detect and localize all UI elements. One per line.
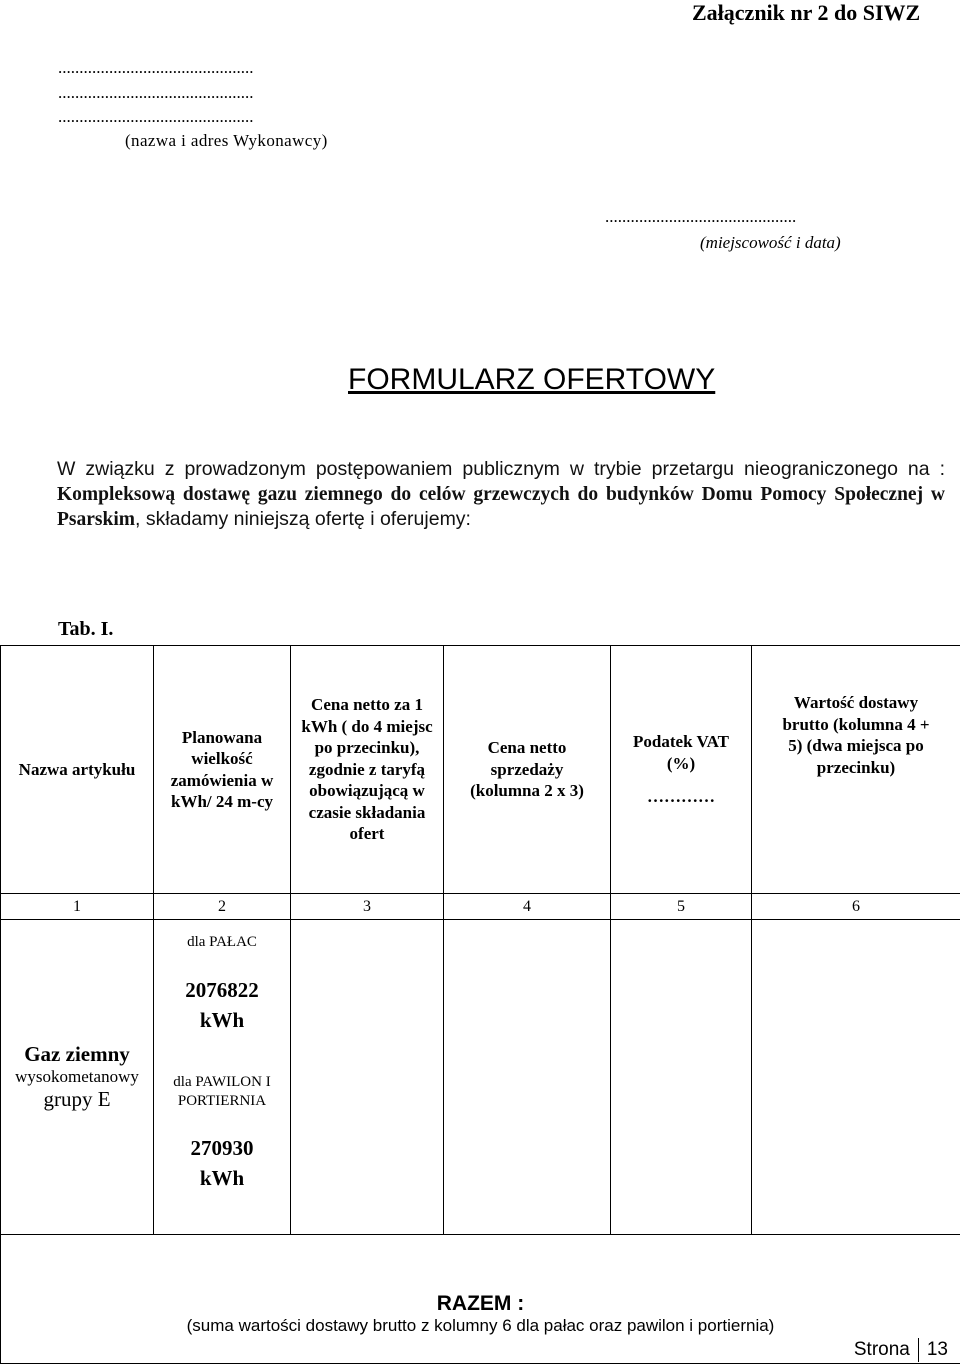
page-footer xyxy=(854,1338,948,1362)
header-vat-text: Podatek VAT (%) xyxy=(633,732,729,773)
net-price-input-cell[interactable] xyxy=(291,920,444,1235)
form-title: FORMULARZ OFERTOWY xyxy=(348,363,716,396)
column-number: 1 xyxy=(1,894,154,920)
site-pavilion-label: dla PAWILON I PORTIERNIA xyxy=(173,1074,271,1109)
page-number: 13 xyxy=(926,1339,948,1361)
site-palace-quantity: 2076822 kWh xyxy=(185,978,259,1032)
net-sale-price-input-cell[interactable] xyxy=(444,920,611,1235)
column-number: 5 xyxy=(611,894,752,920)
total-cell[interactable] xyxy=(1,1235,960,1364)
header-net-sale-price xyxy=(444,646,611,894)
header-article-name xyxy=(1,646,154,894)
quantity-cell xyxy=(154,920,291,1235)
header-article-name-text: Nazwa artykułu xyxy=(18,759,136,779)
article-name-group: grupy E xyxy=(43,1087,111,1111)
column-number-row xyxy=(1,894,960,920)
total-row xyxy=(1,1235,960,1364)
table-caption: Tab. I. xyxy=(58,618,114,640)
article-name-sub: wysokometanowy xyxy=(15,1067,139,1086)
intro-lead: W związku z prowadzonym postępowaniem publicznym w trybie przetargu nieograniczonego na : xyxy=(57,458,945,480)
vat-input-cell[interactable] xyxy=(611,920,752,1235)
column-number: 4 xyxy=(444,894,611,920)
site-palace-label: dla PAŁAC xyxy=(187,934,257,950)
table-header-row xyxy=(1,646,960,894)
footer-separator xyxy=(918,1338,919,1362)
column-number: 2 xyxy=(154,894,291,920)
total-description: (suma wartości dostawy brutto z kolumny 6 dla pałac oraz pawilon i portiernia) xyxy=(186,1316,775,1335)
total-title: RAZEM : xyxy=(436,1292,525,1315)
site-pavilion-quantity: 270930 kWh xyxy=(190,1136,254,1190)
header-planned-quantity xyxy=(154,646,291,894)
intro-paragraph xyxy=(57,457,945,532)
firm-dots-line-3: .............................................. xyxy=(58,107,254,126)
page-label: Strona xyxy=(853,1339,910,1361)
vat-dots: ………… xyxy=(647,787,715,807)
column-number: 3 xyxy=(291,894,444,920)
gas-row xyxy=(1,920,960,1235)
article-name-main: Gaz ziemny xyxy=(24,1042,130,1066)
header-vat xyxy=(611,646,752,894)
offer-table xyxy=(0,645,960,1364)
place-date-label: (miejscowość i data) xyxy=(700,233,841,252)
firm-dots-line-2: .............................................. xyxy=(58,83,254,102)
gross-value-input-cell[interactable] xyxy=(752,920,960,1235)
place-date-dots: ............................................. xyxy=(605,207,797,226)
firm-name-label: (nazwa i adres Wykonawcy) xyxy=(125,131,328,150)
header-gross-value-text: Wartość dostawy brutto (kolumna 4 + 5) (dwa miejsca po przecinku) xyxy=(782,693,930,777)
intro-subject: Kompleksową dostawę gazu ziemnego do celów grzewczych do budynków Domu Pomocy Społecznej w Psarskim xyxy=(57,484,945,530)
attachment-label: Załącznik nr 2 do SIWZ xyxy=(692,0,921,25)
header-net-sale-price-text: Cena netto sprzedaży (kolumna 2 x 3) xyxy=(470,738,584,801)
header-gross-value xyxy=(752,646,960,894)
firm-dots-line-1: .............................................. xyxy=(58,58,254,77)
header-net-price xyxy=(291,646,444,894)
column-number: 6 xyxy=(752,894,960,920)
intro-tail: , składamy niniejszą ofertę i oferujemy: xyxy=(135,508,471,530)
header-net-price-text: Cena netto za 1 kWh ( do 4 miejsc po przecinku), zgodnie z taryfą obowiązującą w czasie składania ofert xyxy=(301,695,433,844)
article-name-cell xyxy=(1,920,154,1235)
header-planned-quantity-text: Planowana wielkość zamówienia w kWh/ 24 m-cy xyxy=(170,727,274,811)
